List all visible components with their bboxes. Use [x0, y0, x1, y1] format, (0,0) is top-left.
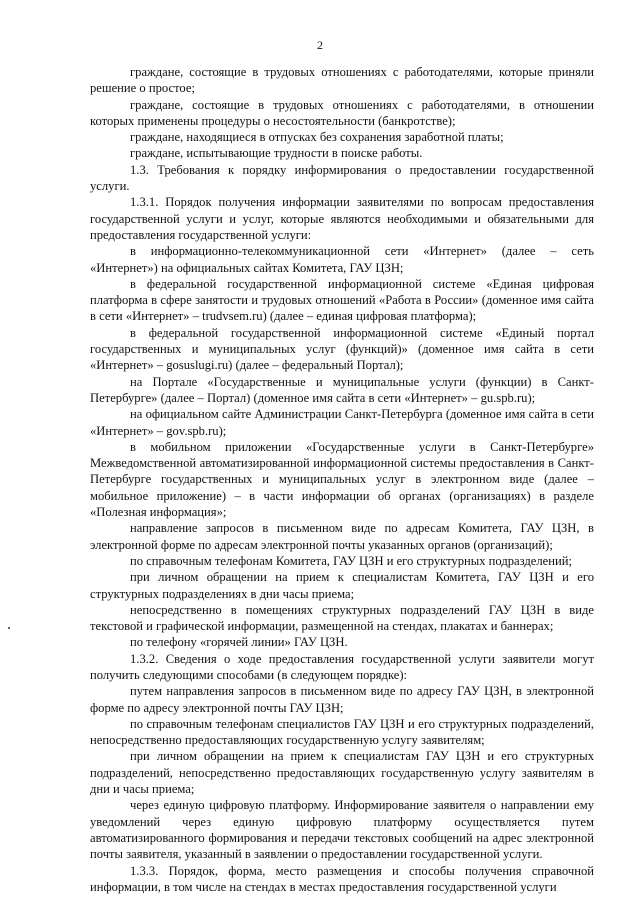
section-heading: 1.3.1. Порядок получения информации заявителями по вопросам предоставления государственной услуги и услуг, которые являются необходимыми и обязательными для предоставления государственной услуги: — [90, 195, 594, 242]
paragraph: по справочным телефонам Комитета, ГАУ ЦЗН и его структурных подразделений; — [130, 553, 572, 568]
section-heading: 1.3.3. Порядок, форма, место размещения и способы получения справочной информации, в том числе на стендах в местах предоставления государственной услуги — [90, 863, 594, 894]
paragraph: граждане, состоящие в трудовых отношениях с работодателями, в отношении которых применены процедуры о несостоятельности (банкротстве); — [90, 97, 594, 128]
paragraph: через единую цифровую платформу. Информирование заявителя о направлении ему уведомлений через единую цифровую платформу осуществляется путем автоматизированного формирования и передачи текстовых сообщений на адрес электронной почты заявителя, указанный в заявлении о предоставлении государственной услуги. — [90, 798, 594, 862]
paragraph: по телефону «горячей линии» ГАУ ЦЗН. — [130, 635, 348, 650]
paragraph: в федеральной государственной информационной системе «Единый портал государственных и муниципальных услуг (функций)» (доменное имя сайта в сети «Интернет» – gosuslugi.ru) (далее – федеральный Портал); — [90, 325, 594, 373]
paragraph: граждане, находящиеся в отпусках без сохранения заработной платы; — [130, 130, 504, 145]
paragraph: на официальном сайте Администрации Санкт-Петербурга (доменное имя сайта в сети «Интернет» – gov.spb.ru); — [90, 407, 594, 438]
paragraph: при личном обращении на прием к специалистам Комитета, ГАУ ЦЗН и его структурных подразделениях в дни часы приема; — [90, 570, 594, 601]
paragraph: в мобильном приложении «Государственные услуги в Санкт-Петербурге» Межведомственной автоматизированной информационной системы предоставления в Санкт-Петербурге государственных и муниципальных услуг в электронном виде (далее – мобильное приложение) – в части информации об органах (организациях) в разделе «Полезная информация»; — [90, 439, 594, 520]
document-body — [90, 64, 594, 895]
paragraph: на Портале «Государственные и муниципальные услуги (функции) в Санкт-Петербурге» (далее – Портал) (доменное имя сайта в сети «Интернет» – gu.spb.ru); — [90, 374, 594, 405]
paragraph: граждане, состоящие в трудовых отношениях с работодателями, которые приняли решение о простое; — [90, 65, 594, 96]
paragraph: в федеральной государственной информационной системе «Единая цифровая платформа в сфере занятости и трудовых отношений «Работа в России» (доменное имя сайта в сети «Интернет» – trudvsem.ru) (далее – единая цифровая платформа); — [90, 276, 594, 324]
paragraph: путем направления запросов в письменном виде по адресу ГАУ ЦЗН, в электронной форме по адресу электронной почты ГАУ ЦЗН; — [90, 684, 594, 715]
scan-speck — [8, 627, 10, 629]
paragraph: при личном обращении на прием к специалистам ГАУ ЦЗН и его структурных подразделений, непосредственно предоставляющих государственную услугу заявителям в дни и часы приема; — [90, 749, 594, 797]
page-number: 2 — [317, 38, 323, 52]
paragraph: в информационно-телекоммуникационной сети «Интернет» (далее – сеть «Интернет») на официальных сайтах Комитета, ГАУ ЦЗН; — [90, 244, 594, 275]
paragraph: непосредственно в помещениях структурных подразделений ГАУ ЦЗН в виде текстовой и графической информации, размещенной на стендах, плакатах и баннерах; — [90, 602, 594, 634]
section-heading: 1.3. Требования к порядку информирования о предоставлении государственной услуги. — [90, 162, 594, 194]
section-heading: 1.3.2. Сведения о ходе предоставления государственной услуги заявители могут получить следующими способами (в следующем порядке): — [90, 651, 594, 682]
paragraph: граждане, испытывающие трудности в поиске работы. — [130, 146, 423, 161]
paragraph: по справочным телефонам специалистов ГАУ ЦЗН и его структурных подразделений, непосредственно предоставляющих государственную услугу заявителям; — [90, 716, 594, 748]
paragraph: направление запросов в письменном виде по адресам Комитета, ГАУ ЦЗН, в электронной форме по адресам электронной почты указанных органов (организаций); — [90, 521, 594, 552]
